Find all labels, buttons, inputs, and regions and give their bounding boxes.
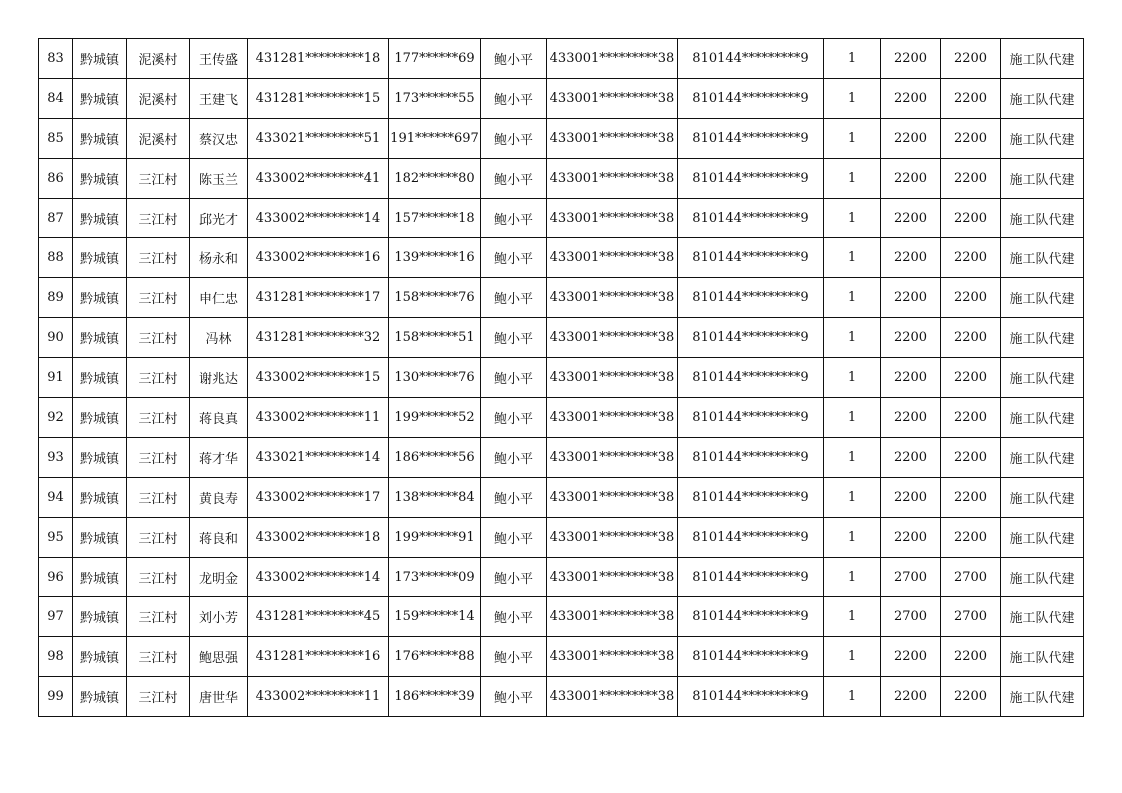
build-method-cell: 施工队代建 <box>1001 358 1084 398</box>
contact-id-cell: 433001*********38 <box>547 517 678 557</box>
records-table <box>38 38 1084 717</box>
build-method-cell: 施工队代建 <box>1001 78 1084 118</box>
contact-name-cell: 鲍小平 <box>481 158 547 198</box>
contact-name-cell: 鲍小平 <box>481 318 547 358</box>
town-cell: 黔城镇 <box>73 437 127 477</box>
amount-cell: 2200 <box>881 158 941 198</box>
quantity-cell: 1 <box>824 238 881 278</box>
town-cell: 黔城镇 <box>73 318 127 358</box>
quantity-cell: 1 <box>824 597 881 637</box>
amount-cell: 2200 <box>881 278 941 318</box>
name-cell: 谢兆达 <box>190 358 248 398</box>
town-cell: 黔城镇 <box>73 398 127 438</box>
phone-cell: 176******88 <box>389 637 481 677</box>
amount-cell: 2200 <box>881 437 941 477</box>
phone-cell: 158******51 <box>389 318 481 358</box>
row-number-cell: 88 <box>39 238 73 278</box>
row-number-cell: 99 <box>39 677 73 717</box>
name-cell: 蒋良和 <box>190 517 248 557</box>
row-number-cell: 83 <box>39 39 73 79</box>
account-number-cell: 810144*********9 <box>678 318 824 358</box>
quantity-cell: 1 <box>824 517 881 557</box>
id-number-cell: 431281*********17 <box>248 278 389 318</box>
account-number-cell: 810144*********9 <box>678 358 824 398</box>
account-number-cell: 810144*********9 <box>678 477 824 517</box>
town-cell: 黔城镇 <box>73 78 127 118</box>
row-number-cell: 97 <box>39 597 73 637</box>
town-cell: 黔城镇 <box>73 637 127 677</box>
town-cell: 黔城镇 <box>73 358 127 398</box>
table-row <box>39 557 1084 597</box>
quantity-cell: 1 <box>824 557 881 597</box>
subsidy-cell: 2700 <box>941 597 1001 637</box>
contact-name-cell: 鲍小平 <box>481 477 547 517</box>
table-row <box>39 358 1084 398</box>
name-cell: 申仁忠 <box>190 278 248 318</box>
contact-id-cell: 433001*********38 <box>547 358 678 398</box>
contact-name-cell: 鲍小平 <box>481 437 547 477</box>
contact-id-cell: 433001*********38 <box>547 597 678 637</box>
subsidy-cell: 2200 <box>941 398 1001 438</box>
village-cell: 三江村 <box>127 358 190 398</box>
phone-cell: 199******52 <box>389 398 481 438</box>
contact-id-cell: 433001*********38 <box>547 238 678 278</box>
build-method-cell: 施工队代建 <box>1001 198 1084 238</box>
account-number-cell: 810144*********9 <box>678 517 824 557</box>
town-cell: 黔城镇 <box>73 677 127 717</box>
table-row <box>39 118 1084 158</box>
village-cell: 三江村 <box>127 158 190 198</box>
town-cell: 黔城镇 <box>73 477 127 517</box>
account-number-cell: 810144*********9 <box>678 78 824 118</box>
subsidy-cell: 2200 <box>941 517 1001 557</box>
id-number-cell: 433021*********51 <box>248 118 389 158</box>
quantity-cell: 1 <box>824 637 881 677</box>
build-method-cell: 施工队代建 <box>1001 557 1084 597</box>
subsidy-cell: 2200 <box>941 278 1001 318</box>
subsidy-cell: 2200 <box>941 437 1001 477</box>
subsidy-cell: 2200 <box>941 358 1001 398</box>
subsidy-cell: 2200 <box>941 78 1001 118</box>
amount-cell: 2200 <box>881 198 941 238</box>
quantity-cell: 1 <box>824 39 881 79</box>
contact-name-cell: 鲍小平 <box>481 198 547 238</box>
build-method-cell: 施工队代建 <box>1001 158 1084 198</box>
build-method-cell: 施工队代建 <box>1001 398 1084 438</box>
name-cell: 鲍思强 <box>190 637 248 677</box>
row-number-cell: 93 <box>39 437 73 477</box>
village-cell: 三江村 <box>127 238 190 278</box>
village-cell: 三江村 <box>127 198 190 238</box>
name-cell: 刘小芳 <box>190 597 248 637</box>
table-row <box>39 437 1084 477</box>
town-cell: 黔城镇 <box>73 278 127 318</box>
quantity-cell: 1 <box>824 477 881 517</box>
row-number-cell: 92 <box>39 398 73 438</box>
account-number-cell: 810144*********9 <box>678 637 824 677</box>
town-cell: 黔城镇 <box>73 198 127 238</box>
contact-id-cell: 433001*********38 <box>547 398 678 438</box>
phone-cell: 177******69 <box>389 39 481 79</box>
build-method-cell: 施工队代建 <box>1001 677 1084 717</box>
town-cell: 黔城镇 <box>73 517 127 557</box>
contact-id-cell: 433001*********38 <box>547 677 678 717</box>
contact-name-cell: 鲍小平 <box>481 278 547 318</box>
name-cell: 冯林 <box>190 318 248 358</box>
build-method-cell: 施工队代建 <box>1001 118 1084 158</box>
contact-id-cell: 433001*********38 <box>547 198 678 238</box>
quantity-cell: 1 <box>824 118 881 158</box>
name-cell: 蔡汉忠 <box>190 118 248 158</box>
phone-cell: 157******18 <box>389 198 481 238</box>
table-row <box>39 278 1084 318</box>
id-number-cell: 433002*********15 <box>248 358 389 398</box>
village-cell: 三江村 <box>127 318 190 358</box>
town-cell: 黔城镇 <box>73 118 127 158</box>
subsidy-cell: 2200 <box>941 677 1001 717</box>
row-number-cell: 84 <box>39 78 73 118</box>
amount-cell: 2200 <box>881 358 941 398</box>
contact-name-cell: 鲍小平 <box>481 597 547 637</box>
id-number-cell: 431281*********32 <box>248 318 389 358</box>
name-cell: 蒋良真 <box>190 398 248 438</box>
row-number-cell: 96 <box>39 557 73 597</box>
contact-id-cell: 433001*********38 <box>547 437 678 477</box>
village-cell: 三江村 <box>127 437 190 477</box>
name-cell: 王传盛 <box>190 39 248 79</box>
phone-cell: 173******09 <box>389 557 481 597</box>
account-number-cell: 810144*********9 <box>678 39 824 79</box>
table-body <box>39 39 1084 717</box>
name-cell: 唐世华 <box>190 677 248 717</box>
village-cell: 泥溪村 <box>127 118 190 158</box>
name-cell: 王建飞 <box>190 78 248 118</box>
id-number-cell: 431281*********16 <box>248 637 389 677</box>
account-number-cell: 810144*********9 <box>678 437 824 477</box>
contact-id-cell: 433001*********38 <box>547 78 678 118</box>
name-cell: 杨永和 <box>190 238 248 278</box>
town-cell: 黔城镇 <box>73 158 127 198</box>
amount-cell: 2200 <box>881 39 941 79</box>
contact-id-cell: 433001*********38 <box>547 637 678 677</box>
build-method-cell: 施工队代建 <box>1001 477 1084 517</box>
quantity-cell: 1 <box>824 358 881 398</box>
contact-id-cell: 433001*********38 <box>547 118 678 158</box>
table-row <box>39 39 1084 79</box>
build-method-cell: 施工队代建 <box>1001 437 1084 477</box>
phone-cell: 130******76 <box>389 358 481 398</box>
id-number-cell: 433002*********18 <box>248 517 389 557</box>
id-number-cell: 433002*********11 <box>248 677 389 717</box>
amount-cell: 2200 <box>881 677 941 717</box>
phone-cell: 191******697 <box>389 118 481 158</box>
name-cell: 陈玉兰 <box>190 158 248 198</box>
village-cell: 三江村 <box>127 637 190 677</box>
account-number-cell: 810144*********9 <box>678 398 824 438</box>
id-number-cell: 433002*********14 <box>248 198 389 238</box>
amount-cell: 2200 <box>881 398 941 438</box>
village-cell: 三江村 <box>127 477 190 517</box>
phone-cell: 182******80 <box>389 158 481 198</box>
contact-id-cell: 433001*********38 <box>547 278 678 318</box>
subsidy-cell: 2200 <box>941 118 1001 158</box>
id-number-cell: 431281*********15 <box>248 78 389 118</box>
contact-name-cell: 鲍小平 <box>481 517 547 557</box>
row-number-cell: 94 <box>39 477 73 517</box>
contact-name-cell: 鲍小平 <box>481 39 547 79</box>
build-method-cell: 施工队代建 <box>1001 39 1084 79</box>
name-cell: 蒋才华 <box>190 437 248 477</box>
table-row <box>39 78 1084 118</box>
phone-cell: 173******55 <box>389 78 481 118</box>
amount-cell: 2200 <box>881 637 941 677</box>
amount-cell: 2700 <box>881 557 941 597</box>
subsidy-cell: 2700 <box>941 557 1001 597</box>
name-cell: 邱光才 <box>190 198 248 238</box>
contact-id-cell: 433001*********38 <box>547 557 678 597</box>
account-number-cell: 810144*********9 <box>678 158 824 198</box>
village-cell: 三江村 <box>127 557 190 597</box>
village-cell: 泥溪村 <box>127 78 190 118</box>
amount-cell: 2200 <box>881 477 941 517</box>
contact-id-cell: 433001*********38 <box>547 318 678 358</box>
phone-cell: 138******84 <box>389 477 481 517</box>
town-cell: 黔城镇 <box>73 238 127 278</box>
contact-name-cell: 鲍小平 <box>481 358 547 398</box>
contact-id-cell: 433001*********38 <box>547 158 678 198</box>
table-row <box>39 517 1084 557</box>
quantity-cell: 1 <box>824 677 881 717</box>
table-row <box>39 158 1084 198</box>
row-number-cell: 89 <box>39 278 73 318</box>
subsidy-cell: 2200 <box>941 637 1001 677</box>
subsidy-cell: 2200 <box>941 158 1001 198</box>
phone-cell: 186******56 <box>389 437 481 477</box>
quantity-cell: 1 <box>824 78 881 118</box>
account-number-cell: 810144*********9 <box>678 118 824 158</box>
account-number-cell: 810144*********9 <box>678 278 824 318</box>
table-row <box>39 677 1084 717</box>
table-row <box>39 198 1084 238</box>
subsidy-cell: 2200 <box>941 477 1001 517</box>
village-cell: 三江村 <box>127 597 190 637</box>
row-number-cell: 86 <box>39 158 73 198</box>
amount-cell: 2200 <box>881 238 941 278</box>
build-method-cell: 施工队代建 <box>1001 238 1084 278</box>
contact-name-cell: 鲍小平 <box>481 118 547 158</box>
contact-name-cell: 鲍小平 <box>481 398 547 438</box>
subsidy-cell: 2200 <box>941 39 1001 79</box>
quantity-cell: 1 <box>824 278 881 318</box>
id-number-cell: 433002*********14 <box>248 557 389 597</box>
town-cell: 黔城镇 <box>73 557 127 597</box>
amount-cell: 2200 <box>881 318 941 358</box>
id-number-cell: 433002*********41 <box>248 158 389 198</box>
row-number-cell: 95 <box>39 517 73 557</box>
village-cell: 泥溪村 <box>127 39 190 79</box>
build-method-cell: 施工队代建 <box>1001 517 1084 557</box>
subsidy-cell: 2200 <box>941 198 1001 238</box>
phone-cell: 186******39 <box>389 677 481 717</box>
id-number-cell: 433002*********17 <box>248 477 389 517</box>
contact-name-cell: 鲍小平 <box>481 677 547 717</box>
table-row <box>39 318 1084 358</box>
amount-cell: 2200 <box>881 78 941 118</box>
account-number-cell: 810144*********9 <box>678 238 824 278</box>
build-method-cell: 施工队代建 <box>1001 318 1084 358</box>
quantity-cell: 1 <box>824 158 881 198</box>
table-row <box>39 238 1084 278</box>
quantity-cell: 1 <box>824 318 881 358</box>
contact-id-cell: 433001*********38 <box>547 477 678 517</box>
row-number-cell: 98 <box>39 637 73 677</box>
row-number-cell: 87 <box>39 198 73 238</box>
account-number-cell: 810144*********9 <box>678 677 824 717</box>
subsidy-cell: 2200 <box>941 318 1001 358</box>
subsidy-cell: 2200 <box>941 238 1001 278</box>
id-number-cell: 433021*********14 <box>248 437 389 477</box>
account-number-cell: 810144*********9 <box>678 198 824 238</box>
quantity-cell: 1 <box>824 398 881 438</box>
id-number-cell: 431281*********18 <box>248 39 389 79</box>
contact-name-cell: 鲍小平 <box>481 238 547 278</box>
build-method-cell: 施工队代建 <box>1001 278 1084 318</box>
amount-cell: 2700 <box>881 597 941 637</box>
account-number-cell: 810144*********9 <box>678 557 824 597</box>
phone-cell: 158******76 <box>389 278 481 318</box>
contact-name-cell: 鲍小平 <box>481 557 547 597</box>
id-number-cell: 431281*********45 <box>248 597 389 637</box>
row-number-cell: 90 <box>39 318 73 358</box>
build-method-cell: 施工队代建 <box>1001 637 1084 677</box>
row-number-cell: 91 <box>39 358 73 398</box>
row-number-cell: 85 <box>39 118 73 158</box>
id-number-cell: 433002*********11 <box>248 398 389 438</box>
amount-cell: 2200 <box>881 118 941 158</box>
name-cell: 龙明金 <box>190 557 248 597</box>
village-cell: 三江村 <box>127 278 190 318</box>
village-cell: 三江村 <box>127 677 190 717</box>
village-cell: 三江村 <box>127 398 190 438</box>
phone-cell: 199******91 <box>389 517 481 557</box>
table-row <box>39 398 1084 438</box>
table-row <box>39 597 1084 637</box>
town-cell: 黔城镇 <box>73 39 127 79</box>
table-row <box>39 637 1084 677</box>
quantity-cell: 1 <box>824 198 881 238</box>
account-number-cell: 810144*********9 <box>678 597 824 637</box>
id-number-cell: 433002*********16 <box>248 238 389 278</box>
amount-cell: 2200 <box>881 517 941 557</box>
quantity-cell: 1 <box>824 437 881 477</box>
table-row <box>39 477 1084 517</box>
build-method-cell: 施工队代建 <box>1001 597 1084 637</box>
town-cell: 黔城镇 <box>73 597 127 637</box>
village-cell: 三江村 <box>127 517 190 557</box>
contact-id-cell: 433001*********38 <box>547 39 678 79</box>
phone-cell: 139******16 <box>389 238 481 278</box>
name-cell: 黄良寿 <box>190 477 248 517</box>
contact-name-cell: 鲍小平 <box>481 78 547 118</box>
phone-cell: 159******14 <box>389 597 481 637</box>
contact-name-cell: 鲍小平 <box>481 637 547 677</box>
